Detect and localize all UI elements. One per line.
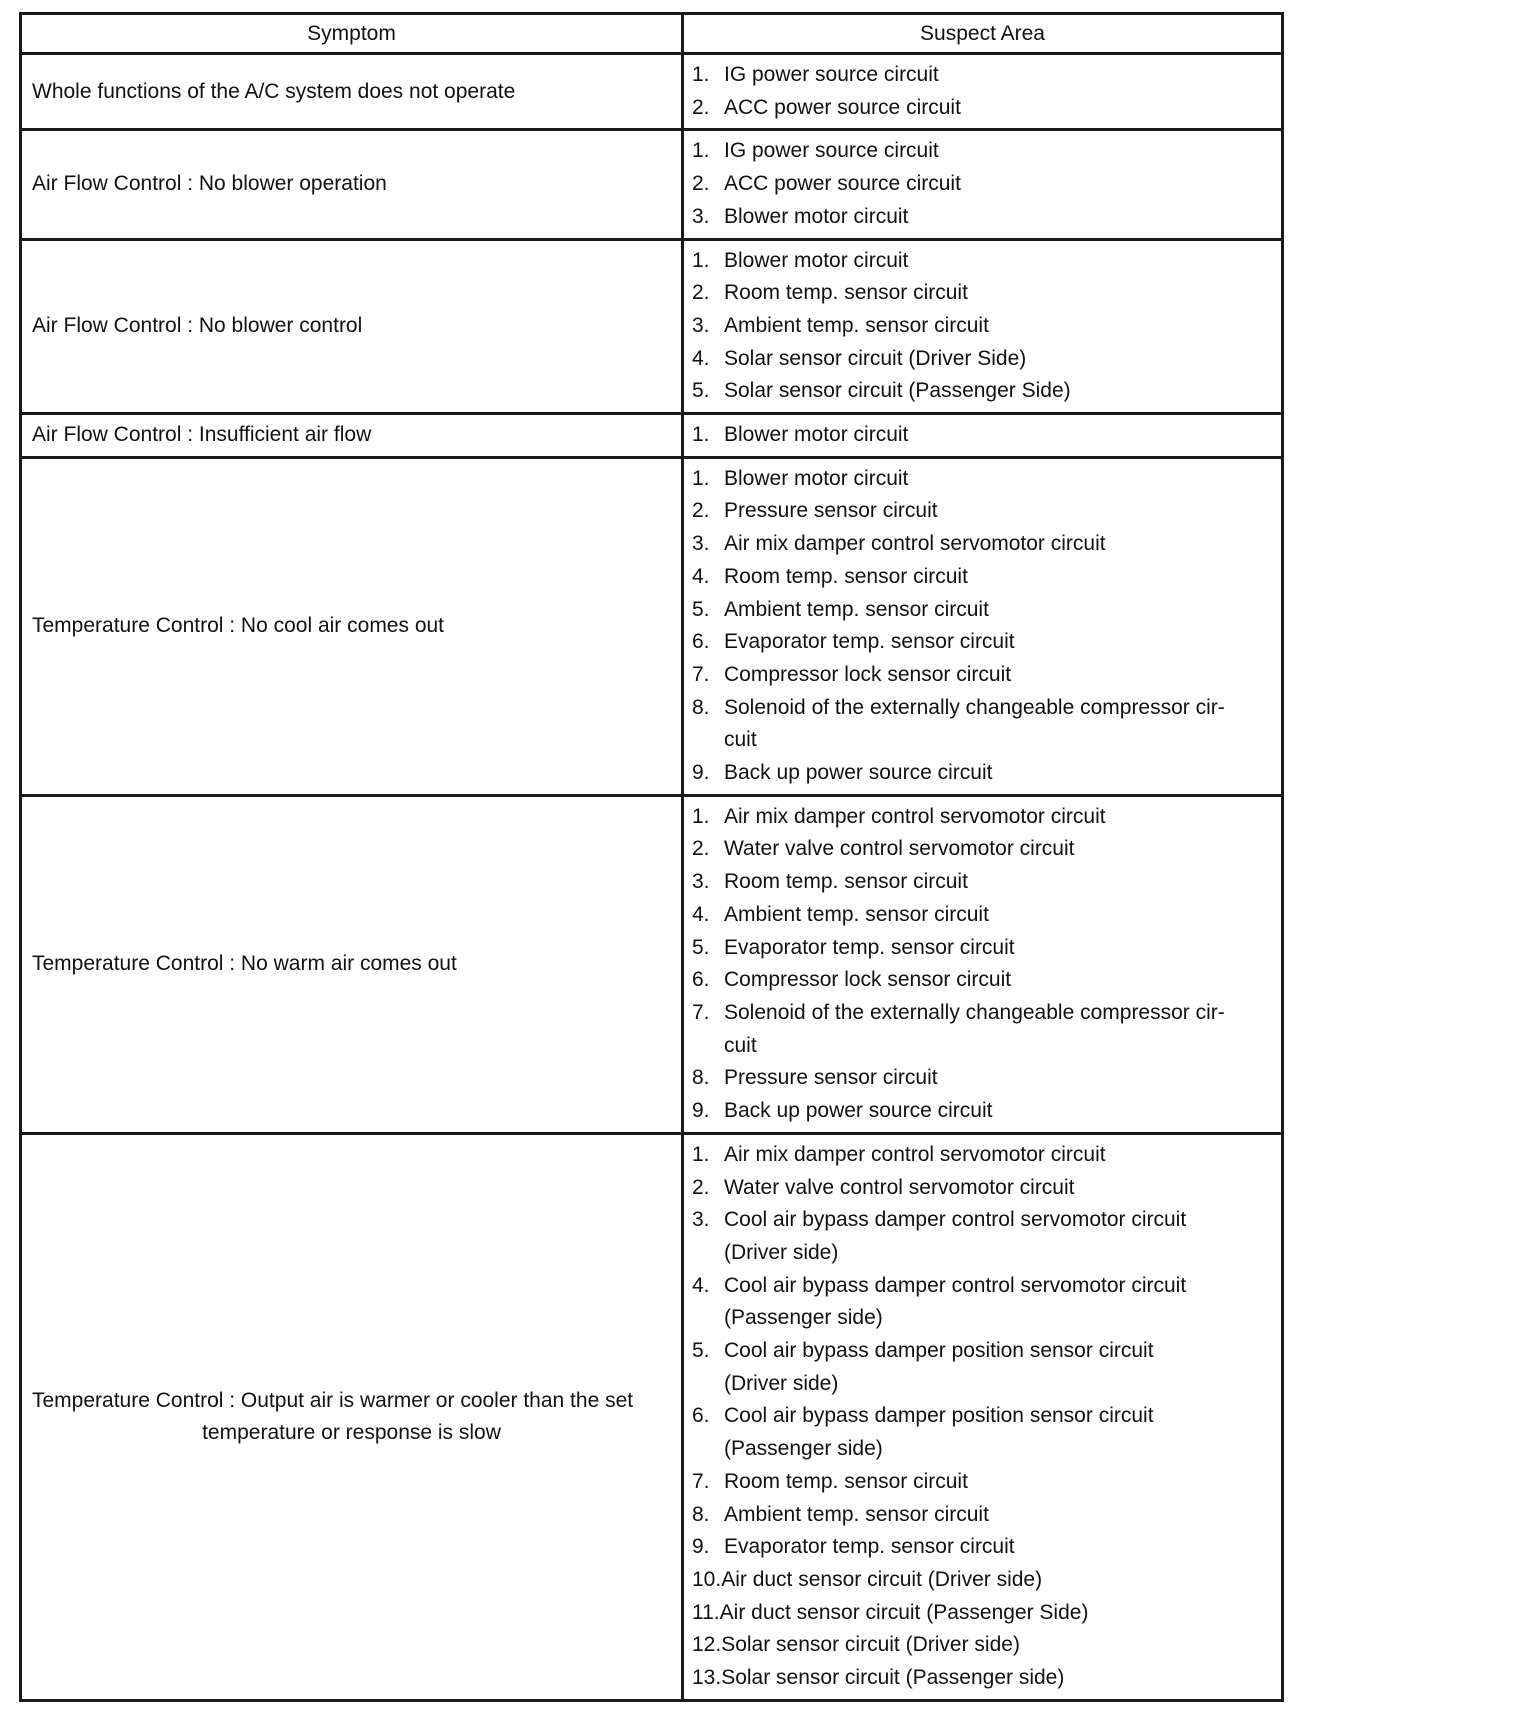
suspect-area-cell (683, 239, 1283, 414)
list-item-number: 4. (692, 346, 710, 370)
list-item-line: Air mix damper control servomotor circuit (724, 804, 1106, 828)
list-item (692, 594, 1273, 627)
list-item-line: Ambient temp. sensor circuit (724, 597, 989, 621)
list-item (692, 1139, 1273, 1172)
symptom-text-continued: temperature or response is slow (202, 1420, 501, 1444)
list-item-text (724, 168, 1273, 201)
list-item-text (724, 594, 1273, 627)
symptom-cell (21, 1133, 683, 1700)
list-item-number: 2. (692, 499, 710, 523)
list-item-number: 13. (692, 1666, 722, 1690)
list-item (692, 692, 1273, 757)
table-row (21, 414, 1283, 458)
list-item (692, 561, 1273, 594)
list-item (692, 932, 1273, 965)
list-item (692, 899, 1273, 932)
list-item-line: Water valve control servomotor circuit (724, 1175, 1075, 1199)
list-item-text (724, 201, 1273, 234)
list-item-line: Compressor lock sensor circuit (724, 662, 1012, 686)
list-item-line-continued: (Driver side) (724, 1371, 839, 1395)
list-item (692, 245, 1273, 278)
list-item-number: 6. (692, 968, 710, 992)
list-item (692, 997, 1273, 1062)
list-item-line: Room temp. sensor circuit (724, 1469, 968, 1493)
list-item-line: Blower motor circuit (724, 466, 909, 490)
suspect-area-cell (683, 54, 1283, 130)
list-item-number: 1. (692, 423, 710, 447)
list-item-text (724, 757, 1273, 790)
list-item (692, 310, 1273, 343)
suspect-area-list (692, 245, 1273, 409)
list-item-number: 7. (692, 662, 710, 686)
list-item (692, 1597, 1273, 1630)
list-item-number: 2. (692, 281, 710, 305)
list-item (692, 495, 1273, 528)
list-item-number: 2. (692, 1175, 710, 1199)
list-item-line: Solenoid of the externally changeable compressor cir- (724, 1000, 1225, 1024)
list-item-text (724, 1335, 1273, 1400)
suspect-area-list (692, 59, 1273, 124)
symptom-cell (21, 239, 683, 414)
list-item (692, 964, 1273, 997)
list-item (692, 168, 1273, 201)
symptom-cell (21, 54, 683, 130)
list-item-line: Room temp. sensor circuit (724, 564, 968, 588)
symptom-text: Temperature Control : No warm air comes out (32, 952, 457, 976)
list-item (692, 419, 1273, 452)
list-item-text (724, 932, 1273, 965)
list-item-number: 3. (692, 1208, 710, 1232)
list-item-number: 10. (692, 1567, 722, 1591)
list-item (692, 1662, 1273, 1695)
suspect-area-cell (683, 414, 1283, 458)
list-item-number: 9. (692, 1099, 710, 1123)
list-item-number: 6. (692, 1404, 710, 1428)
list-item-line: Room temp. sensor circuit (724, 281, 968, 305)
list-item-line: Solar sensor circuit (Passenger Side) (724, 379, 1071, 403)
list-item-line: Pressure sensor circuit (724, 1066, 938, 1090)
list-item-line: Solenoid of the externally changeable compressor cir- (724, 695, 1225, 719)
symptom-header: Symptom (21, 14, 683, 54)
list-item-text (724, 135, 1273, 168)
list-item-number: 3. (692, 313, 710, 337)
list-item-line-continued: (Driver side) (724, 1240, 839, 1264)
list-item (692, 1062, 1273, 1095)
list-item (692, 1629, 1273, 1662)
list-item-line-continued: cuit (724, 1033, 757, 1057)
list-item-text (724, 528, 1273, 561)
list-item (692, 1564, 1273, 1597)
list-item (692, 1095, 1273, 1128)
list-item-line: Room temp. sensor circuit (724, 870, 968, 894)
list-item-number: 5. (692, 1339, 710, 1363)
list-item-text (724, 561, 1273, 594)
list-item-number: 1. (692, 248, 710, 272)
list-item (692, 1270, 1273, 1335)
list-item-text (721, 1564, 1273, 1597)
list-item (692, 866, 1273, 899)
list-item-line: ACC power source circuit (724, 95, 961, 119)
symptom-text: Air Flow Control : Insufficient air flow (32, 423, 372, 447)
list-item-text (724, 1531, 1273, 1564)
list-item-number: 4. (692, 1273, 710, 1297)
list-item-line: IG power source circuit (724, 63, 939, 86)
list-item-text (724, 277, 1273, 310)
list-item-number: 1. (692, 804, 710, 828)
list-item-text (724, 1172, 1273, 1205)
list-item-text (724, 1139, 1273, 1172)
list-item-text (724, 997, 1273, 1062)
list-item-line: Cool air bypass damper position sensor circuit (724, 1339, 1154, 1363)
list-item (692, 659, 1273, 692)
suspect-area-list (692, 419, 1273, 452)
header-row (21, 14, 1283, 54)
list-item-text (724, 419, 1273, 452)
list-item-number: 1. (692, 63, 710, 86)
list-item-text (720, 1597, 1273, 1630)
list-item-text (724, 866, 1273, 899)
list-item-number: 1. (692, 139, 710, 163)
list-item (692, 1172, 1273, 1205)
list-item-number: 6. (692, 630, 710, 654)
list-item (692, 201, 1273, 234)
list-item-line: Water valve control servomotor circuit (724, 837, 1075, 861)
list-item-line: ACC power source circuit (724, 172, 961, 196)
list-item-line: Solar sensor circuit (Passenger side) (721, 1666, 1065, 1690)
list-item (692, 833, 1273, 866)
list-item-text (724, 659, 1273, 692)
list-item-number: 12. (692, 1633, 722, 1657)
list-item-line: Evaporator temp. sensor circuit (724, 630, 1015, 654)
list-item-text (724, 463, 1273, 496)
list-item-number: 3. (692, 204, 710, 228)
list-item-line: Solar sensor circuit (Driver Side) (724, 346, 1027, 370)
list-item-text (724, 801, 1273, 834)
list-item (692, 1335, 1273, 1400)
list-item-number: 4. (692, 902, 710, 926)
list-item-line: Ambient temp. sensor circuit (724, 1502, 989, 1526)
list-item (692, 277, 1273, 310)
list-item-line: Air duct sensor circuit (Driver side) (721, 1567, 1043, 1591)
symptom-text: Temperature Control : Output air is warmer or cooler than the set (32, 1388, 634, 1412)
list-item-text (724, 899, 1273, 932)
list-item-text (724, 1466, 1273, 1499)
list-item (692, 59, 1273, 92)
list-item-text (724, 343, 1273, 376)
list-item-text (724, 245, 1273, 278)
list-item (692, 626, 1273, 659)
list-item-number: 11. (692, 1600, 720, 1624)
list-item (692, 1531, 1273, 1564)
list-item-number: 2. (692, 95, 710, 119)
list-item-text (724, 1062, 1273, 1095)
list-item-number: 8. (692, 1066, 710, 1090)
symptom-cell (21, 795, 683, 1133)
symptom-cell (21, 414, 683, 458)
list-item-line: Blower motor circuit (724, 423, 909, 447)
list-item-number: 9. (692, 761, 710, 785)
list-item (692, 1400, 1273, 1465)
list-item-text (724, 375, 1273, 408)
list-item-text (724, 1204, 1273, 1269)
symptom-text: Temperature Control : No cool air comes out (32, 614, 445, 638)
list-item-line: IG power source circuit (724, 139, 939, 163)
list-item (692, 135, 1273, 168)
list-item (692, 1466, 1273, 1499)
list-item-line: Air mix damper control servomotor circuit (724, 1142, 1106, 1166)
table-row (21, 457, 1283, 795)
suspect-area-cell (683, 795, 1283, 1133)
symptom-cell (21, 130, 683, 239)
list-item-text (724, 1270, 1273, 1335)
list-item-line: Cool air bypass damper control servomotor circuit (724, 1273, 1187, 1297)
list-item-text (721, 1629, 1273, 1662)
table-body (21, 54, 1283, 1701)
list-item-text (724, 310, 1273, 343)
list-item-line: Blower motor circuit (724, 204, 909, 228)
list-item (692, 1204, 1273, 1269)
symptom-cell (21, 457, 683, 795)
list-item-line: Blower motor circuit (724, 248, 909, 272)
list-item-text (724, 692, 1273, 757)
list-item-line-continued: (Passenger side) (724, 1437, 883, 1461)
list-item-line: Air duct sensor circuit (Passenger Side) (719, 1600, 1089, 1624)
troubleshooting-table (19, 12, 1284, 1702)
list-item-text (724, 833, 1273, 866)
list-item (692, 92, 1273, 125)
list-item-text (724, 59, 1273, 92)
table-row (21, 1133, 1283, 1700)
list-item-number: 8. (692, 695, 710, 719)
list-item-text (724, 1400, 1273, 1465)
list-item-text (721, 1662, 1273, 1695)
list-item-line: Compressor lock sensor circuit (724, 968, 1012, 992)
list-item-number: 3. (692, 870, 710, 894)
list-item-number: 7. (692, 1469, 710, 1493)
list-item-line: Evaporator temp. sensor circuit (724, 1535, 1015, 1559)
suspect-area-list (692, 463, 1273, 790)
list-item (692, 463, 1273, 496)
list-item-line: Back up power source circuit (724, 761, 993, 785)
list-item-line: Ambient temp. sensor circuit (724, 313, 989, 337)
list-item-line-continued: cuit (724, 728, 757, 752)
table-row (21, 54, 1283, 130)
list-item-text (724, 92, 1273, 125)
list-item-line: Cool air bypass damper control servomotor circuit (724, 1208, 1187, 1232)
suspect-area-list (692, 135, 1273, 233)
list-item-line-continued: (Passenger side) (724, 1306, 883, 1330)
list-item-number: 4. (692, 564, 710, 588)
list-item-line: Air mix damper control servomotor circuit (724, 532, 1106, 556)
list-item (692, 528, 1273, 561)
list-item (692, 801, 1273, 834)
suspect-area-cell (683, 1133, 1283, 1700)
list-item-number: 1. (692, 466, 710, 490)
table-row (21, 239, 1283, 414)
list-item-line: Ambient temp. sensor circuit (724, 902, 989, 926)
list-item-number: 3. (692, 532, 710, 556)
list-item-number: 2. (692, 172, 710, 196)
list-item-text (724, 1095, 1273, 1128)
list-item (692, 1499, 1273, 1532)
list-item-number: 2. (692, 837, 710, 861)
suspect-area-cell (683, 130, 1283, 239)
list-item (692, 757, 1273, 790)
list-item-text (724, 495, 1273, 528)
list-item-number: 7. (692, 1000, 710, 1024)
list-item-number: 9. (692, 1535, 710, 1559)
list-item-line: Solar sensor circuit (Driver side) (721, 1633, 1020, 1657)
list-item-text (724, 964, 1273, 997)
list-item-line: Evaporator temp. sensor circuit (724, 935, 1015, 959)
list-item-number: 5. (692, 379, 710, 403)
list-item-number: 5. (692, 935, 710, 959)
symptom-text: Air Flow Control : No blower operation (32, 172, 387, 196)
suspect-area-list (692, 1139, 1273, 1695)
list-item-line: Pressure sensor circuit (724, 499, 938, 523)
table-row (21, 130, 1283, 239)
table-row (21, 795, 1283, 1133)
list-item-number: 1. (692, 1142, 710, 1166)
list-item-line: Cool air bypass damper position sensor circuit (724, 1404, 1154, 1428)
suspect-area-header: Suspect Area (683, 14, 1283, 54)
list-item (692, 343, 1273, 376)
symptom-text: Whole functions of the A/C system does not operate (32, 79, 516, 103)
list-item (692, 375, 1273, 408)
list-item-text (724, 626, 1273, 659)
list-item-number: 5. (692, 597, 710, 621)
list-item-text (724, 1499, 1273, 1532)
list-item-number: 8. (692, 1502, 710, 1526)
suspect-area-cell (683, 457, 1283, 795)
symptom-text: Air Flow Control : No blower control (32, 314, 363, 338)
suspect-area-list (692, 801, 1273, 1128)
list-item-line: Back up power source circuit (724, 1099, 993, 1123)
